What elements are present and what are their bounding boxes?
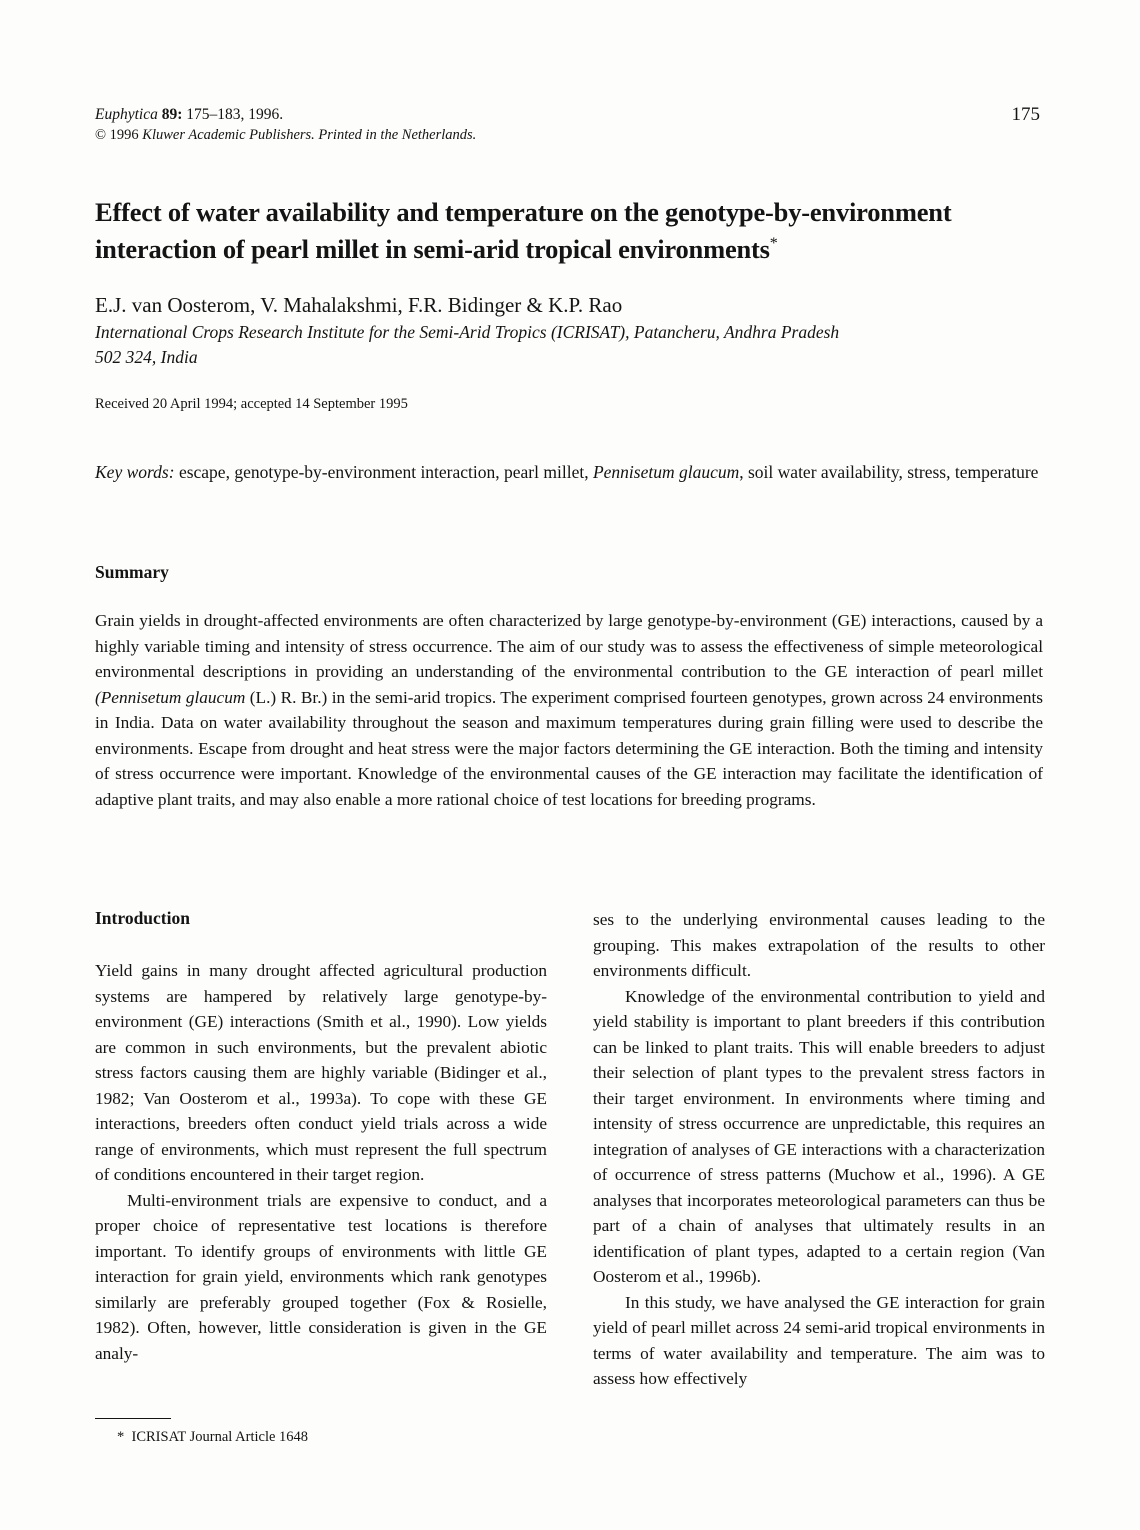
footnote (117, 1429, 308, 1446)
intro-paragraph-1: Yield gains in many drought affected agricultural production systems are hampered by relatively large genotype-by-environment (GE) interactions (Smith et al., 1990). Low yields are common in such environments, but the prevalent abiotic stress factors causing them are highly variable (Bidinger et al., 1982; Van Oosterom et al., 1993a). To cope with these GE interactions, breeders often conduct yield trials across a wide range of environments, which must represent the full spectrum of conditions encountered in their target region. (95, 961, 547, 1184)
footnote-divider (95, 1418, 171, 1419)
summary-text (95, 608, 1043, 812)
summary-heading: Summary (95, 562, 169, 582)
title-text: Effect of water availability and temperature on the genotype-by-environment interaction of pearl millet in semi-arid tropical environments (95, 197, 952, 264)
affiliation (95, 320, 1015, 370)
left-column (95, 958, 547, 1366)
page-number: 175 (1011, 104, 1040, 125)
received-dates: Received 20 April 1994; accepted 14 September 1995 (95, 396, 408, 412)
footnote-mark: * (117, 1429, 125, 1445)
keywords-species: Pennisetum glaucum (592, 462, 740, 482)
keywords (95, 460, 1045, 485)
article-title (95, 197, 1055, 265)
intro-paragraph-2: Multi-environment trials are expensive to conduct, and a proper choice of representative test locations is therefore important. To identify groups of environments with little GE interaction for grain yield, environments which rank genotypes similarly are preferably grouped together (Fox & Rosielle, 1982). Often, however, little consideration is given in the GE analy- (95, 1190, 547, 1363)
keywords-label: Key words: (95, 462, 175, 482)
intro-paragraph-3: Knowledge of the environmental contribution to yield and yield stability is important to plant breeders if this contribution can be linked to plant traits. This will enable breeders to adjust their selection of plant types to the prevalent stress factors in their target environment. In environments where timing and intensity of stress occurrence are unpredictable, this requires an integration of analyses of GE interactions with a characterization of occurrence of stress patterns (Muchow et al., 1996). A GE analyses that incorporates meteorological parameters can thus be part of a chain of analyses that ultimately results in an identification of plant types, adapted to a certain region (Van Oosterom et al., 1996b). (593, 986, 1045, 1286)
summary-species: (Pennisetum glaucum (95, 687, 246, 707)
summary-part-2: (L.) R. Br.) in the semi-arid tropics. The experiment comprised fourteen genotypes, grown across 24 environments in India. Data on water availability throughout the season and maximum temperatures during grain filling were used to describe the environments. Escape from drought and heat stress were the major factors determining the GE interaction. Both the timing and intensity of stress occurrence were important. Knowledge of the environmental causes of the GE interaction may facilitate the identification of adaptive plant traits, and may also enable a more rational choice of test locations for breeding programs. (95, 687, 1044, 809)
affiliation-line-1: International Crops Research Institute for the Semi-Arid Tropics (ICRISAT), Patancheru, Andhra Pradesh (95, 322, 840, 342)
keywords-text-1: escape, genotype-by-environment interaction, pearl millet, (174, 462, 593, 482)
journal-citation (95, 105, 476, 145)
authors: E.J. van Oosterom, V. Mahalakshmi, F.R. Bidinger & K.P. Rao (95, 293, 623, 317)
title-footnote-mark: * (769, 235, 778, 252)
keywords-text-2: , soil water availability, stress, temperature (739, 462, 1039, 482)
introduction-heading: Introduction (95, 908, 190, 928)
affiliation-line-2: 502 324, India (95, 347, 198, 367)
intro-paragraph-2-continued: ses to the underlying environmental causes leading to the grouping. This makes extrapolation of the results to other environments difficult. (593, 910, 1045, 980)
journal-pages: 175–183, 1996. (186, 106, 284, 123)
footnote-text: ICRISAT Journal Article 1648 (131, 1429, 309, 1445)
publisher: Kluwer Academic Publishers. Printed in the Netherlands. (142, 127, 477, 143)
journal-volume: 89: (161, 106, 183, 123)
intro-paragraph-4: In this study, we have analysed the GE interaction for grain yield of pearl millet across 24 semi-arid tropical environments in terms of water availability and temperature. The aim was to assess how effectively (593, 1292, 1045, 1388)
summary-part-1: Grain yields in drought-affected environments are often characterized by large genotype-by-environment (GE) interactions, caused by a highly variable timing and intensity of stress occurrence. The aim of our study was to assess the effectiveness of simple meteorological environmental descriptions in providing an understanding of the environmental contribution to the GE interaction of pearl millet (95, 611, 1043, 681)
copyright: © 1996 (95, 127, 139, 143)
journal-name: Euphytica (95, 106, 158, 123)
right-column (593, 907, 1045, 1392)
